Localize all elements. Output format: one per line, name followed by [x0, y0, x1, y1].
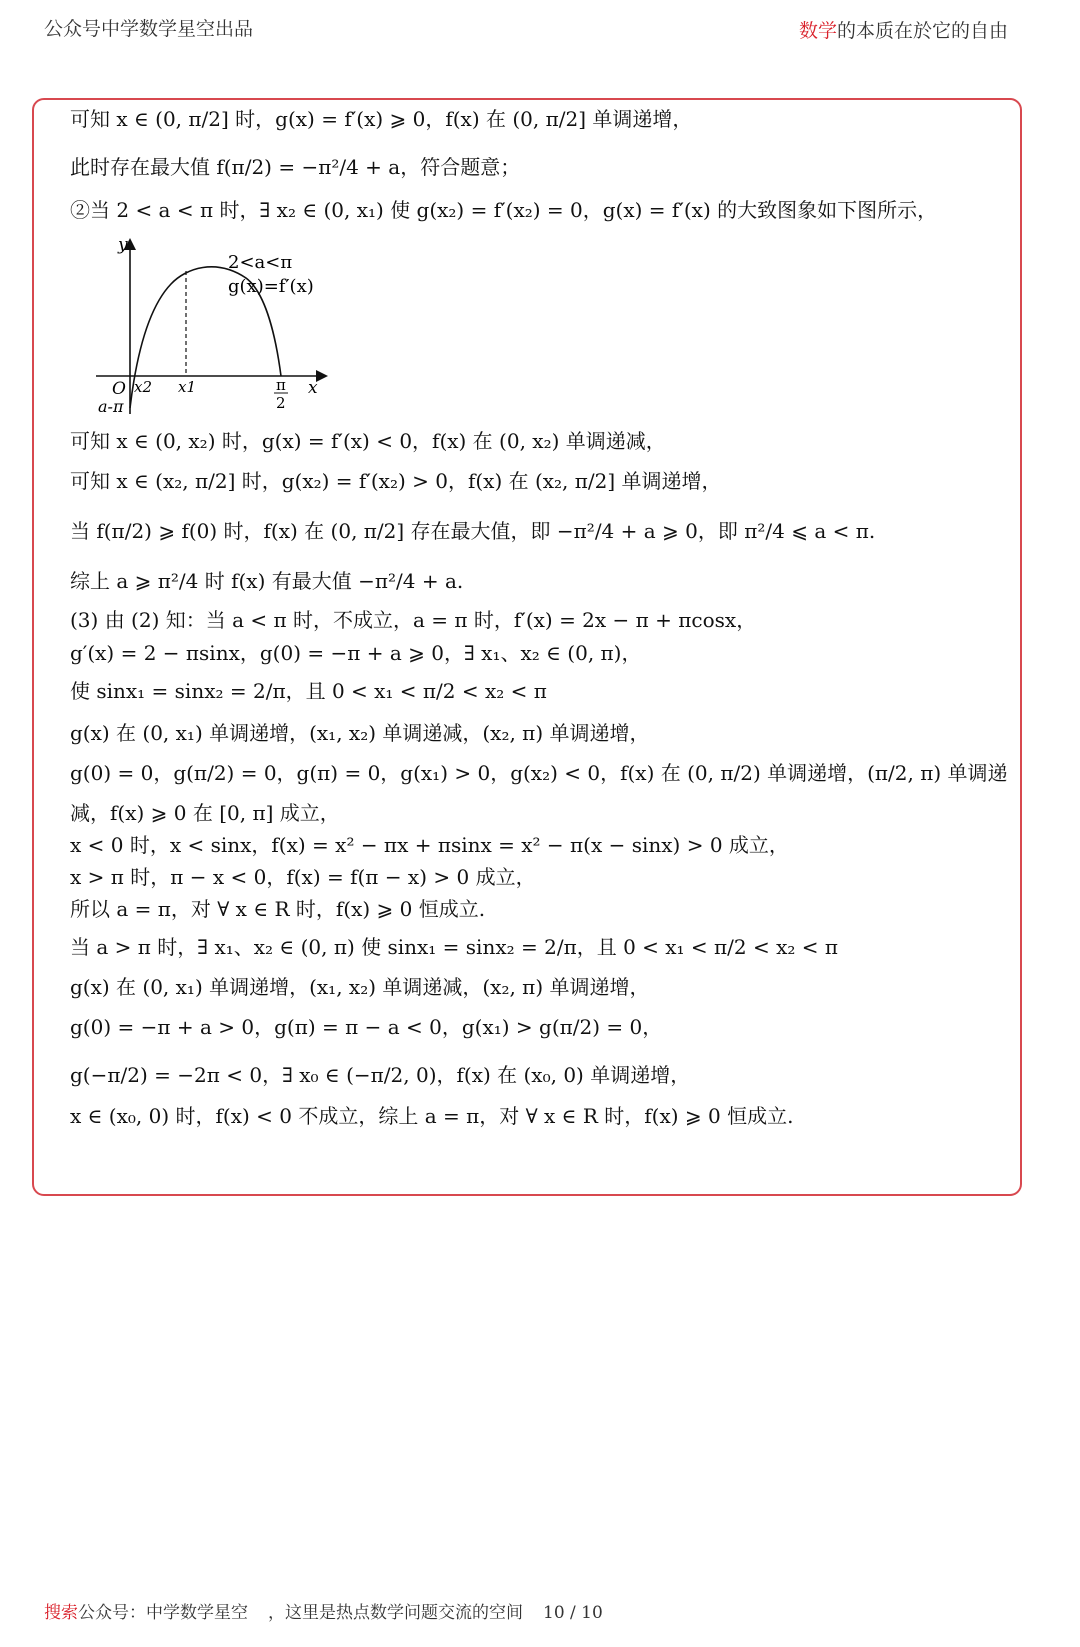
solution-line: 使 sinx₁ = sinx₂ = 2/π，且 0 < x₁ < π/2 < x₂ < π: [70, 679, 547, 703]
solution-line: g′(x) = 2 − πsinx，g(0) = −π + a ⩾ 0，∃ x₁、x₂ ∈ (0, π)，: [70, 641, 642, 665]
header-highlight: 数学: [798, 20, 837, 42]
solution-line: x < 0 时，x < sinx，f(x) = x² − πx + πsinx = x² − π(x − sinx) > 0 成立，: [70, 833, 789, 857]
solution-line: 可知 x ∈ (0, π/2] 时，g(x) = f′(x) ⩾ 0，f(x) 在 (0, π/2] 单调递增，: [70, 107, 693, 131]
solution-line: 减，f(x) ⩾ 0 在 [0, π] 成立，: [70, 801, 340, 825]
footer-search-highlight: 搜索: [44, 1603, 78, 1623]
y-axis-label: y: [118, 238, 128, 255]
graph-function-label: g(x)=f′(x): [228, 276, 314, 297]
solution-line: x ∈ (x₀, 0) 时，f(x) < 0 不成立，综上 a = π，对 ∀ x ∈ R 时，f(x) ⩾ 0 恒成立.: [70, 1104, 794, 1128]
solution-line: 所以 a = π，对 ∀ x ∈ R 时，f(x) ⩾ 0 恒成立.: [70, 897, 486, 921]
function-graph: [96, 238, 346, 418]
solution-line: 可知 x ∈ (x₂, π/2] 时，g(x₂) = f′(x₂) > 0，f(x) 在 (x₂, π/2] 单调递增，: [70, 469, 722, 493]
intercept-label: a-π: [98, 397, 124, 416]
solution-line: 此时存在最大值 f(π/2) = −π²/4 + a，符合题意；: [70, 155, 521, 179]
solution-line: x > π 时，π − x < 0，f(x) = f(π − x) > 0 成立，: [70, 865, 536, 889]
x-axis-label: x: [308, 378, 318, 398]
solution-line: g(−π/2) = −2π < 0，∃ x₀ ∈ (−π/2, 0)，f(x) 在 (x₀, 0) 单调递增，: [70, 1063, 691, 1087]
footer-slogan: ，这里是热点数学问题交流的空间: [268, 1603, 523, 1623]
solution-line: g(x) 在 (0, x₁) 单调递增，(x₁, x₂) 单调递减，(x₂, π) 单调递增，: [70, 721, 650, 745]
solution-line: 当 f(π/2) ⩾ f(0) 时，f(x) 在 (0, π/2] 存在最大值，即 −π²/4 + a ⩾ 0，即 π²/4 ⩽ a < π.: [70, 519, 876, 543]
solution-line: (3) 由 (2) 知：当 a < π 时，不成立，a = π 时，f′(x) = 2x − π + πcosx，: [70, 608, 757, 632]
solution-line: 当 a > π 时，∃ x₁、x₂ ∈ (0, π) 使 sinx₁ = sinx₂ = 2/π，且 0 < x₁ < π/2 < x₂ < π: [70, 935, 839, 959]
header-rest: 的本质在於它的自由: [836, 20, 1008, 42]
header-right-text: [799, 16, 1008, 43]
graph-condition: 2<a<π: [228, 252, 293, 273]
solution-line: g(x) 在 (0, x₁) 单调递增，(x₁, x₂) 单调递减，(x₂, π) 单调递增，: [70, 975, 650, 999]
x-axis-arrow: [316, 370, 328, 382]
solution-line: g(0) = −π + a > 0，g(π) = π − a < 0，g(x₁) > g(π/2) = 0，: [70, 1015, 663, 1039]
footer-account: 公众号：中学数学星空: [78, 1603, 248, 1623]
footer: [44, 1598, 603, 1623]
solution-line: ②当 2 < a < π 时，∃ x₂ ∈ (0, x₁) 使 g(x₂) = f′(x₂) = 0，g(x) = f′(x) 的大致图象如下图所示，: [70, 198, 938, 222]
page-number: 10 / 10: [543, 1603, 603, 1623]
origin-label: O: [112, 379, 126, 399]
header-left-text: 公众号中学数学星空出品: [44, 18, 254, 40]
tick-x1: x1: [178, 378, 197, 396]
tick-pi-num: π: [276, 376, 286, 394]
tick-pi-den: 2: [276, 394, 286, 412]
tick-x2: x2: [134, 378, 153, 396]
solution-line: 综上 a ⩾ π²/4 时 f(x) 有最大值 −π²/4 + a.: [70, 569, 464, 593]
solution-line: 可知 x ∈ (0, x₂) 时，g(x) = f′(x) < 0，f(x) 在 (0, x₂) 单调递减，: [70, 429, 666, 453]
solution-line: g(0) = 0，g(π/2) = 0，g(π) = 0，g(x₁) > 0，g(x₂) < 0，f(x) 在 (0, π/2) 单调递增，(π/2, π) 单调递: [70, 761, 1008, 785]
